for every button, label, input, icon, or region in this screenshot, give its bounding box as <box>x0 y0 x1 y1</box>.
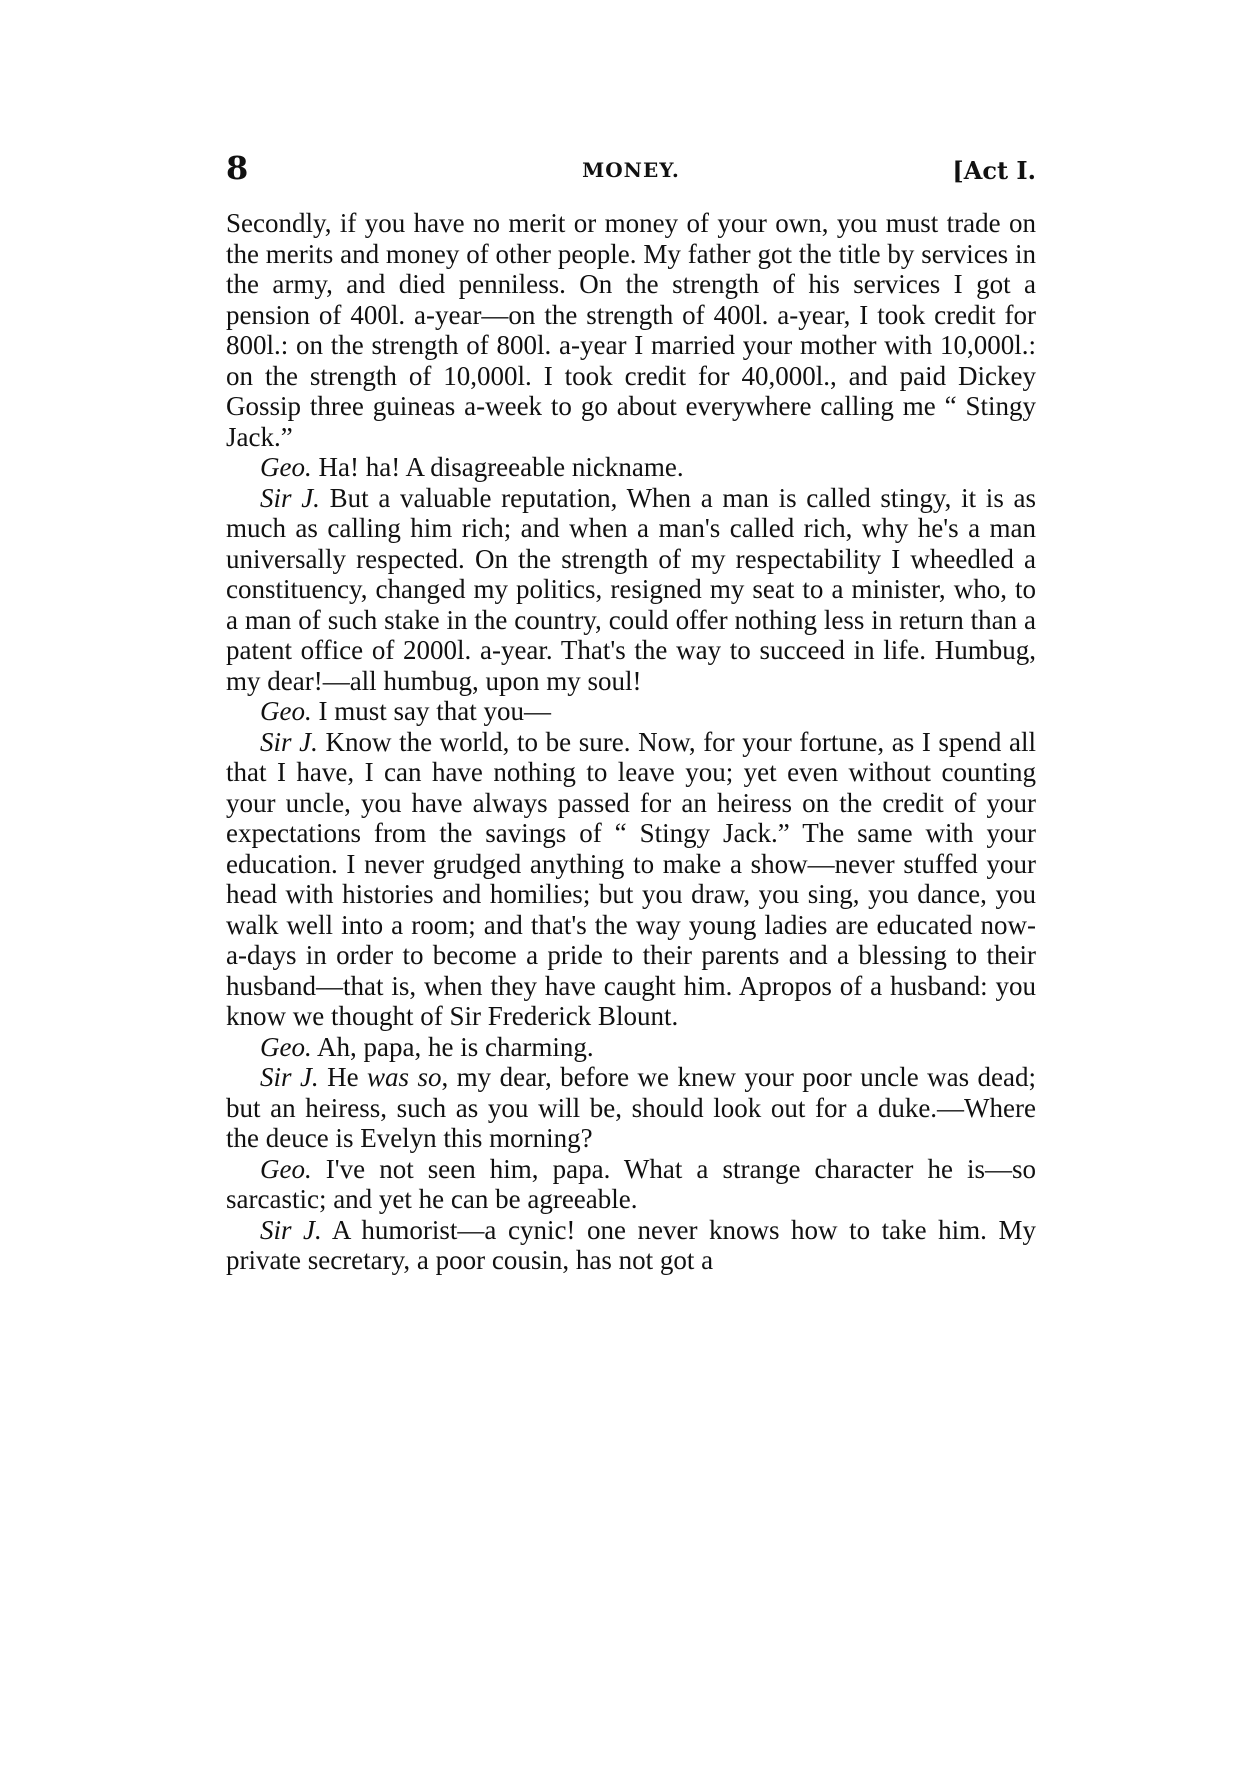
dialogue-text: A humorist—a cynic! one never knows how to take him. My private secretary, a poor cousin, has not got a <box>226 1214 1036 1275</box>
dialogue-text: Ha! ha! A disagreeable nickname. <box>318 452 684 482</box>
paragraph <box>226 208 1036 452</box>
speaker-name: Sir J. <box>260 1214 322 1245</box>
body-text <box>226 208 1036 1276</box>
speaker-name: Geo. <box>260 1153 312 1184</box>
dialogue-text: Know the world, to be sure. Now, for your fortune, as I spend all that I have, I can have nothing to leave you; yet even without counting your uncle, you have always passed for an heiress on the credit of your expectations from the savings of “ Stingy Jack.” The same with your education. I never grudged anything to make a show—never stuffed your head with histories and homilies; but you draw, you sing, you dance, you walk well into a room; and that's the way young ladies are educated now-a-days in order to become a pride to their parents and a blessing to their husband—that is, when they have caught him. Apropos of a husband: you know we thought of Sir Frederick Blount. <box>226 726 1037 1031</box>
speaker-name: Sir J. <box>260 1062 319 1092</box>
speaker-name: Geo. <box>260 1031 312 1062</box>
speaker-name: Sir J. <box>260 726 318 757</box>
dialogue-line <box>226 1154 1036 1215</box>
dialogue-text: But a valuable reputation, When a man is called stingy, it is as much as calling him rich; and when a man's called rich, why he's a man universally respected. On the strength of my respectability I wheedled a constituency, changed my politics, resigned my seat to a minister, who, to a man of such stake in the country, could offer nothing less in return than a patent office of 2000l. a-year. That's the way to succeed in life. Humbug, my dear!—all humbug, upon my soul! <box>226 482 1037 696</box>
page-number: 8 <box>226 149 249 187</box>
speaker-name: Geo. <box>260 452 312 482</box>
dialogue-line <box>226 727 1036 1032</box>
dialogue-line <box>226 483 1036 697</box>
act-label: [Act I. <box>952 156 1036 185</box>
book-page <box>226 150 1036 1276</box>
page-header <box>226 150 1036 196</box>
emphasized-text: was so <box>367 1062 442 1092</box>
running-title: MONEY. <box>582 158 680 182</box>
dialogue-line <box>226 1032 1036 1063</box>
dialogue-text: Ah, papa, he is charming. <box>317 1031 594 1062</box>
dialogue-line <box>226 1215 1036 1276</box>
dialogue-text: I must say that you— <box>318 696 551 726</box>
speaker-name: Sir J. <box>260 482 320 513</box>
dialogue-text: He <box>327 1062 368 1092</box>
dialogue-text: I've not seen him, papa. What a strange character he is—so sarcastic; and yet he can be agreeable. <box>226 1153 1037 1214</box>
dialogue-line <box>226 1062 1036 1154</box>
dialogue-line <box>226 696 1036 727</box>
speaker-name: Geo. <box>260 696 312 726</box>
dialogue-text: , my dear, before we knew your poor uncle was dead; but an heiress, such as you will be, should look out for a duke.—Where the deuce is Evelyn this morning? <box>226 1062 1037 1153</box>
dialogue-line <box>226 452 1036 483</box>
paragraph-text: Secondly, if you have no merit or money of your own, you must trade on the merits and money of other people. My father got the title by services in the army, and died penniless. On the strength of his services I got a pension of 400l. a-year—on the strength of 400l. a-year, I took credit for 800l.: on the strength of 800l. a-year I married your mother with 10,000l.: on the strength of 10,000l. I took credit for 40,000l., and paid Dickey Gossip three guineas a-week to go about everywhere calling me “ Stingy Jack.” <box>226 208 1036 452</box>
